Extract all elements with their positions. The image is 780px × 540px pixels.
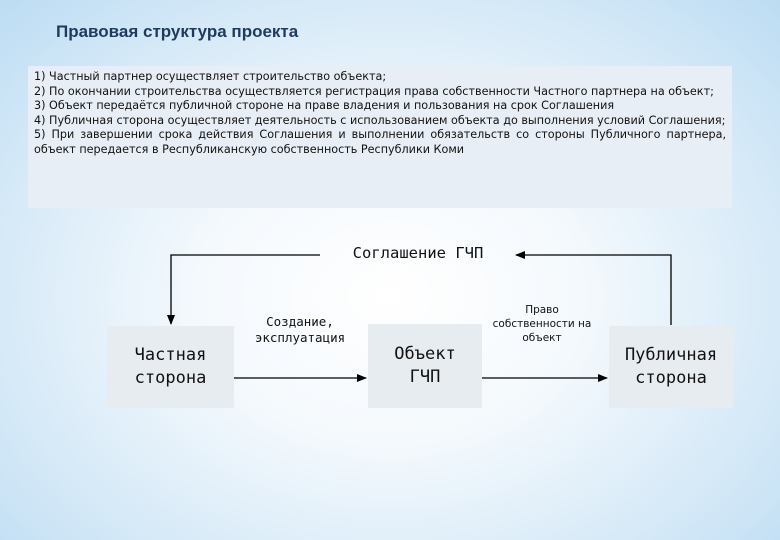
- term-5: 5) При завершении срока действия Соглашения и выполнении обязательств со стороны Публичного партнера, объект передается в Республиканскую собственность Республики Коми: [34, 128, 726, 156]
- object-box: [368, 324, 482, 408]
- create-operate-label: Создание, эксплуатация: [254, 314, 346, 345]
- page-title: Правовая структура проекта: [56, 22, 299, 41]
- public-party-label: Публичная сторона: [624, 345, 718, 388]
- private-party-label: Частная сторона: [134, 345, 207, 388]
- private-party-box: [107, 326, 234, 408]
- term-1: 1) Частный партнер осуществляет строительство объекта;: [34, 70, 387, 83]
- agreement-label: Соглашение ГЧП: [352, 244, 484, 262]
- term-3: 3) Объект передаётся публичной стороне на праве владения и пользования на срок Соглашения: [34, 99, 615, 113]
- term-4: 4) Публичная сторона осуществляет деятельность с использованием объекта до выполнения условий Соглашения;: [34, 113, 726, 127]
- term-2: 2) По окончании строительства осуществляется регистрация права собственности Частного партнера на объект;: [34, 84, 714, 98]
- object-label: Объект ГЧП: [394, 344, 456, 387]
- ownership-right-label: Право собственности на объект: [492, 304, 592, 344]
- public-party-box: [609, 326, 733, 408]
